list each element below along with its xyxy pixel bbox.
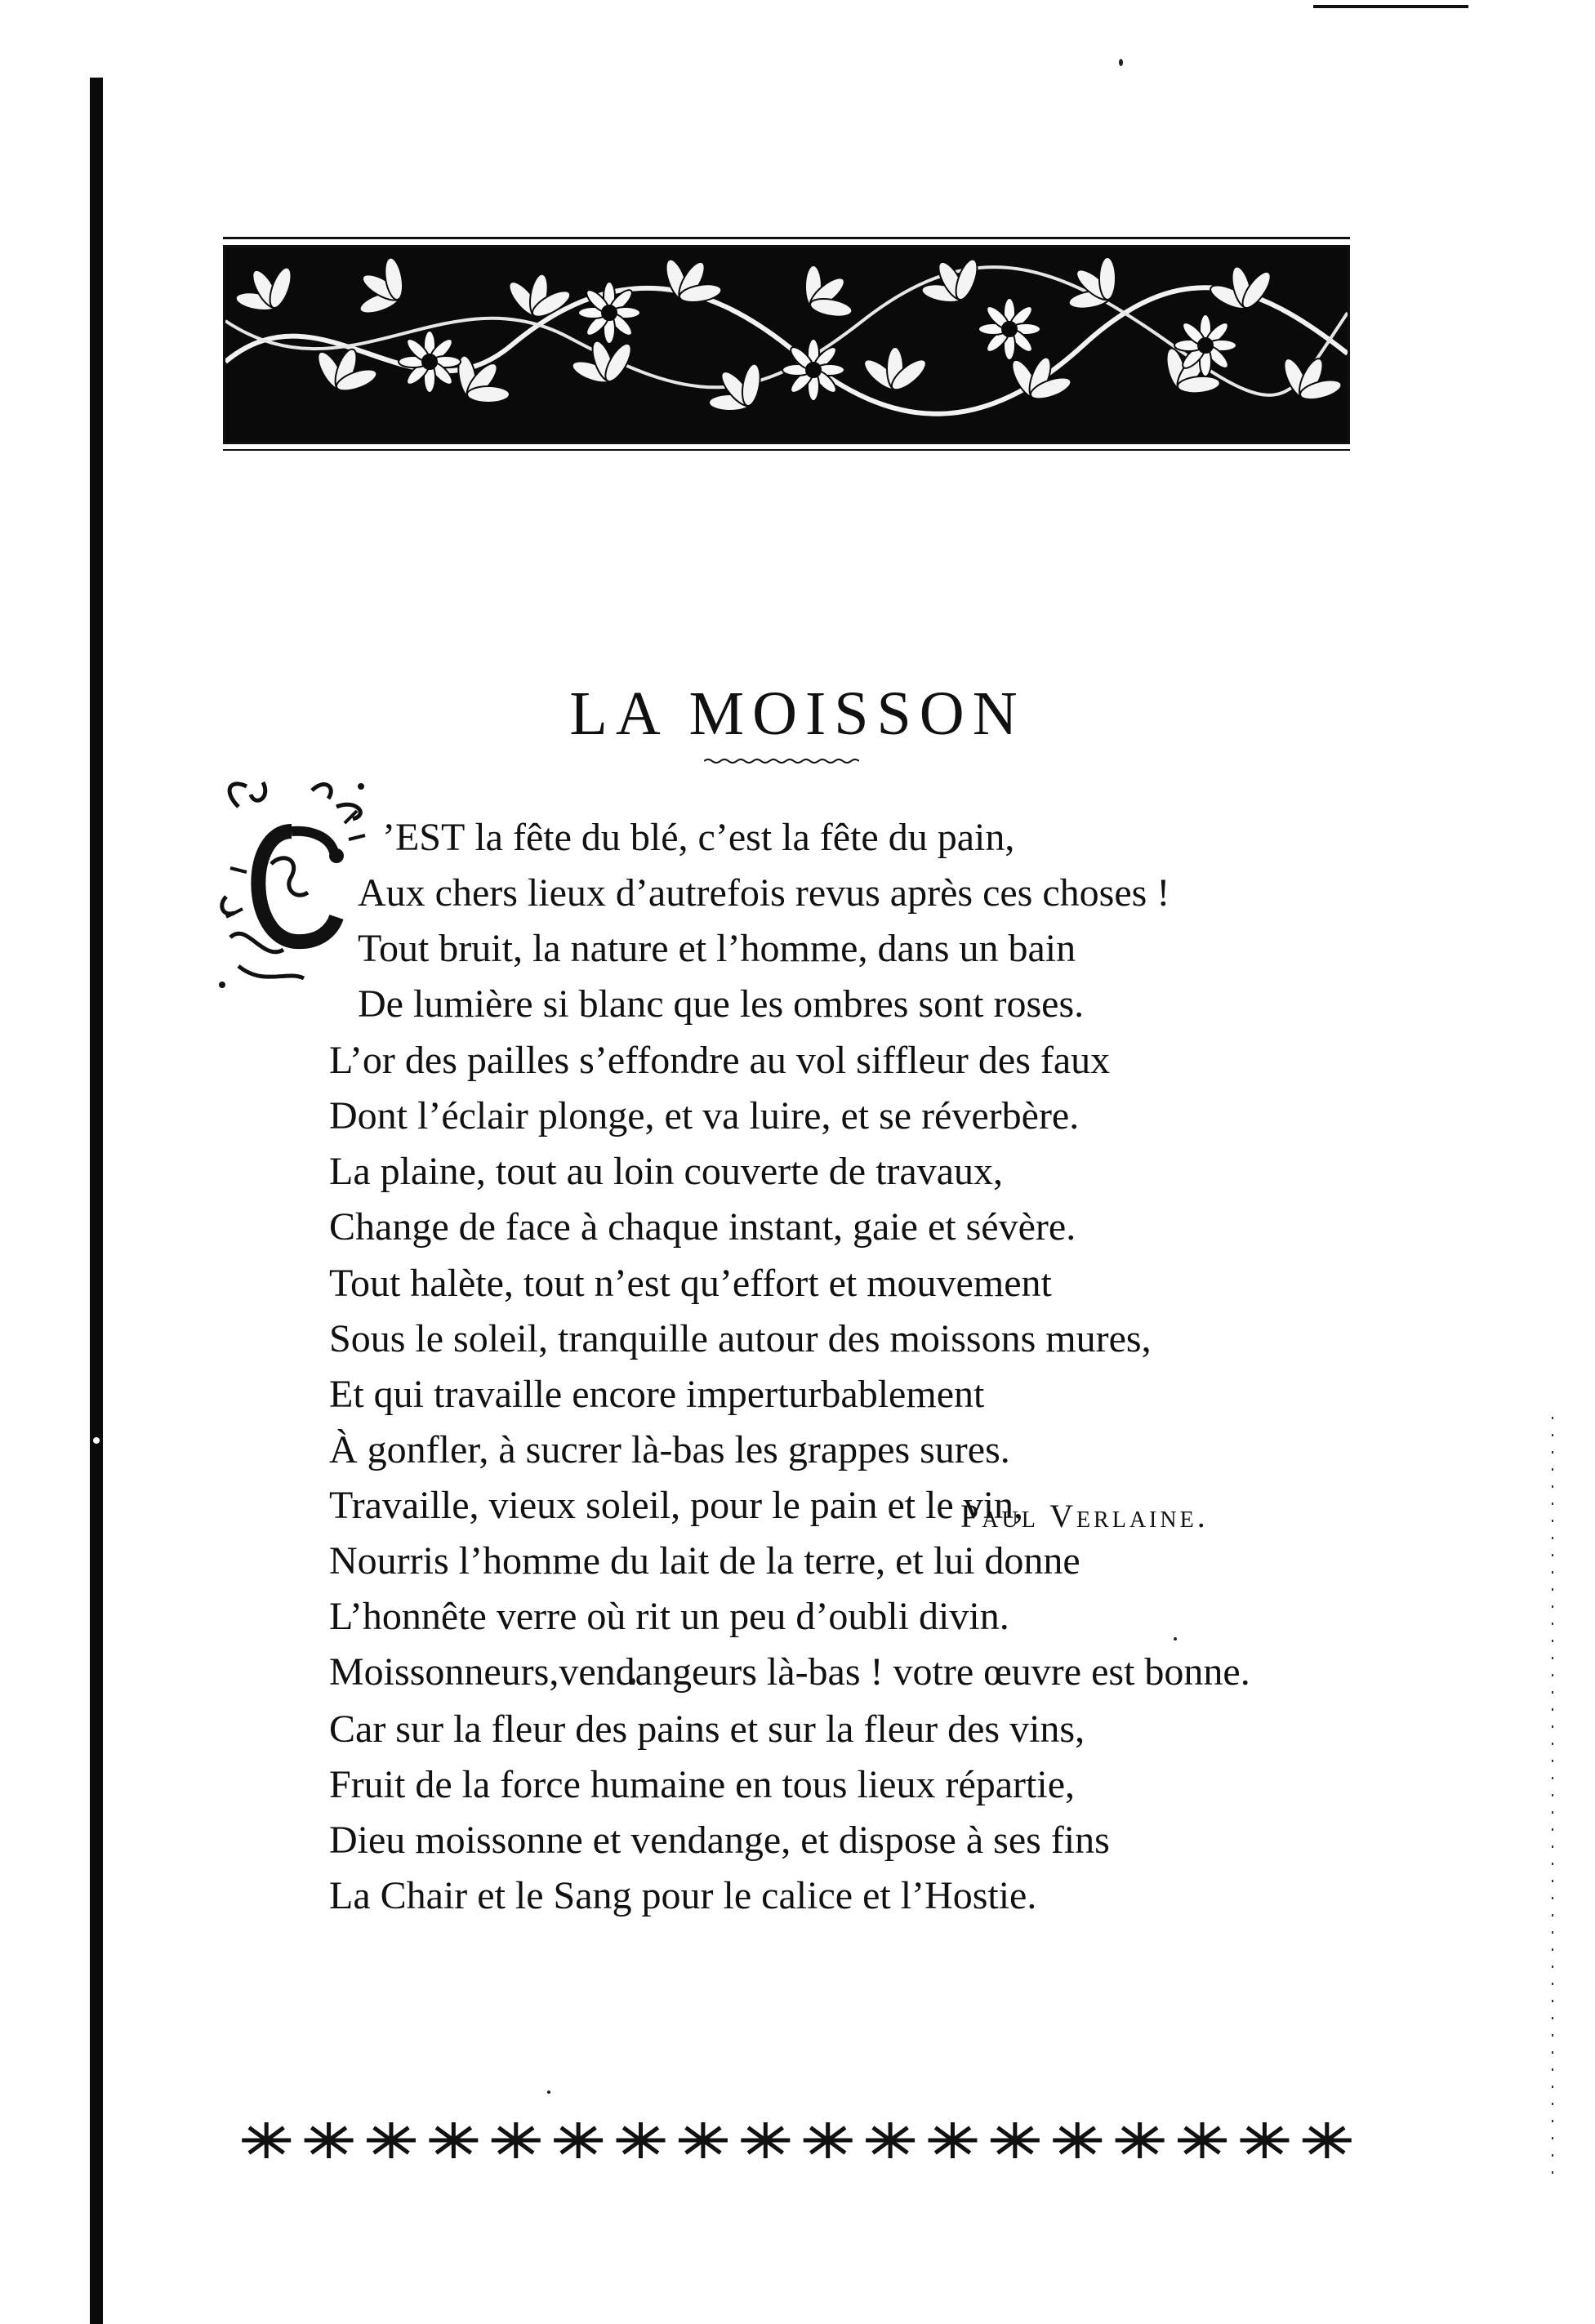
asterisk-flower-icon (928, 2122, 977, 2158)
asterisk-flower-icon (679, 2122, 728, 2158)
poem-line: Dont l’éclair plonge, et va luire, et se réverbère. (329, 1094, 1080, 1138)
poem-title: LA MOISSON (569, 679, 1026, 748)
poem-line: L’honnête verre où rit un peu d’oubli divin. (329, 1595, 1009, 1638)
headpiece-ornament (223, 245, 1350, 444)
asterisk-flower-icon (1178, 2122, 1227, 2158)
poem-line: La Chair et le Sang pour le calice et l’Hostie. (329, 1874, 1037, 1917)
leaf-icon (696, 349, 781, 431)
headpiece-frame-bottom (223, 449, 1350, 451)
asterisk-flower-icon (617, 2122, 666, 2158)
asterisk-flower-icon (492, 2122, 541, 2158)
asterisk-flower-icon (242, 2122, 291, 2158)
asterisk-flower-icon (1303, 2122, 1352, 2158)
leaf-icon (1054, 247, 1136, 329)
speck (547, 2090, 550, 2094)
ornate-dropcap-c-icon (214, 774, 377, 995)
poem-line: De lumière si blanc que les ombres sont roses. (358, 982, 1085, 1026)
leaf-icon (648, 247, 733, 321)
speck (1119, 59, 1123, 66)
floral-vine-icon (225, 247, 1348, 442)
poem-line: La plaine, tout au loin couverte de travaux, (329, 1150, 1004, 1193)
author-signature: Paul Verlaine. (960, 1498, 1209, 1534)
poem-line: Moissonneurs,vendangeurs là-bas ! votre œuvre est bonne. (329, 1650, 1250, 1694)
leaf-icon (225, 253, 310, 330)
poem-line: Car sur la fleur des pains et sur la fleur des vins, (329, 1707, 1085, 1751)
flower-icon (578, 282, 640, 344)
poem-line: Dieu moissonne et vendange, et dispose à ses fins (329, 1819, 1110, 1862)
flower-icon (978, 298, 1040, 360)
asterisk-flower-icon (1240, 2122, 1289, 2158)
asterisk-flower-icon (1116, 2122, 1165, 2158)
speck (1174, 1637, 1177, 1641)
headpiece-frame-top (223, 237, 1350, 239)
poem-line: Nourris l’homme du lait de la terre, et lui donne (329, 1539, 1080, 1583)
page-edge-marks (1548, 1417, 1557, 2176)
binding-edge (90, 78, 103, 2324)
asterisk-flower-icon (741, 2122, 790, 2158)
poem-line: L’or des pailles s’effondre au vol siffleur des faux (329, 1039, 1111, 1082)
flower-icon (1174, 314, 1236, 376)
asterisk-flower-icon (554, 2122, 603, 2158)
poem-line: Fruit de la force humaine en tous lieux répartie, (329, 1763, 1076, 1806)
wavy-rule-icon (704, 758, 859, 764)
poem-line: Tout bruit, la nature et l’homme, dans un bain (358, 927, 1076, 970)
asterisk-flower-icon (866, 2122, 915, 2158)
top-edge-rule (1313, 5, 1468, 8)
leaf-icon (1202, 257, 1283, 322)
asterisk-flower-icon (429, 2122, 478, 2158)
poem-line: Tout halète, tout n’est qu’effort et mouvement (329, 1262, 1052, 1305)
flower-icon (399, 331, 461, 393)
asterisk-flower-icon (804, 2122, 853, 2158)
binding-hole (93, 1437, 100, 1444)
poem-line-first (382, 818, 1014, 857)
asterisk-flower-icon (305, 2122, 354, 2158)
flower-icon (782, 339, 844, 401)
first-word-smallcaps: ’EST (382, 816, 466, 859)
poem-line: Change de face à chaque instant, gaie et sévère. (329, 1205, 1076, 1249)
asterisk-flower-icon (367, 2122, 416, 2158)
first-line-text: la fête du blé, c’est la fête du pain, (465, 816, 1015, 859)
asterisk-flower-icon (991, 2122, 1040, 2158)
leaf-icon (345, 247, 422, 332)
asterisk-flower-icon (1053, 2122, 1102, 2158)
poem-line: Sous le soleil, tranquille autour des moissons mures, (329, 1317, 1152, 1360)
asterisk-flower-row-icon (235, 2119, 1358, 2161)
leaf-icon (784, 252, 866, 337)
leaf-icon (860, 347, 930, 394)
poem-line: Et qui travaille encore imperturbablement (329, 1373, 985, 1416)
poem-line: Travaille, vieux soleil, pour le pain et le vin, (329, 1484, 1024, 1527)
poem-line: À gonfler, à sucrer là-bas les grappes sures. (329, 1428, 1010, 1471)
leaf-icon (1268, 344, 1348, 416)
poem-line: Aux chers lieux d’autrefois revus après ces choses ! (358, 871, 1170, 915)
